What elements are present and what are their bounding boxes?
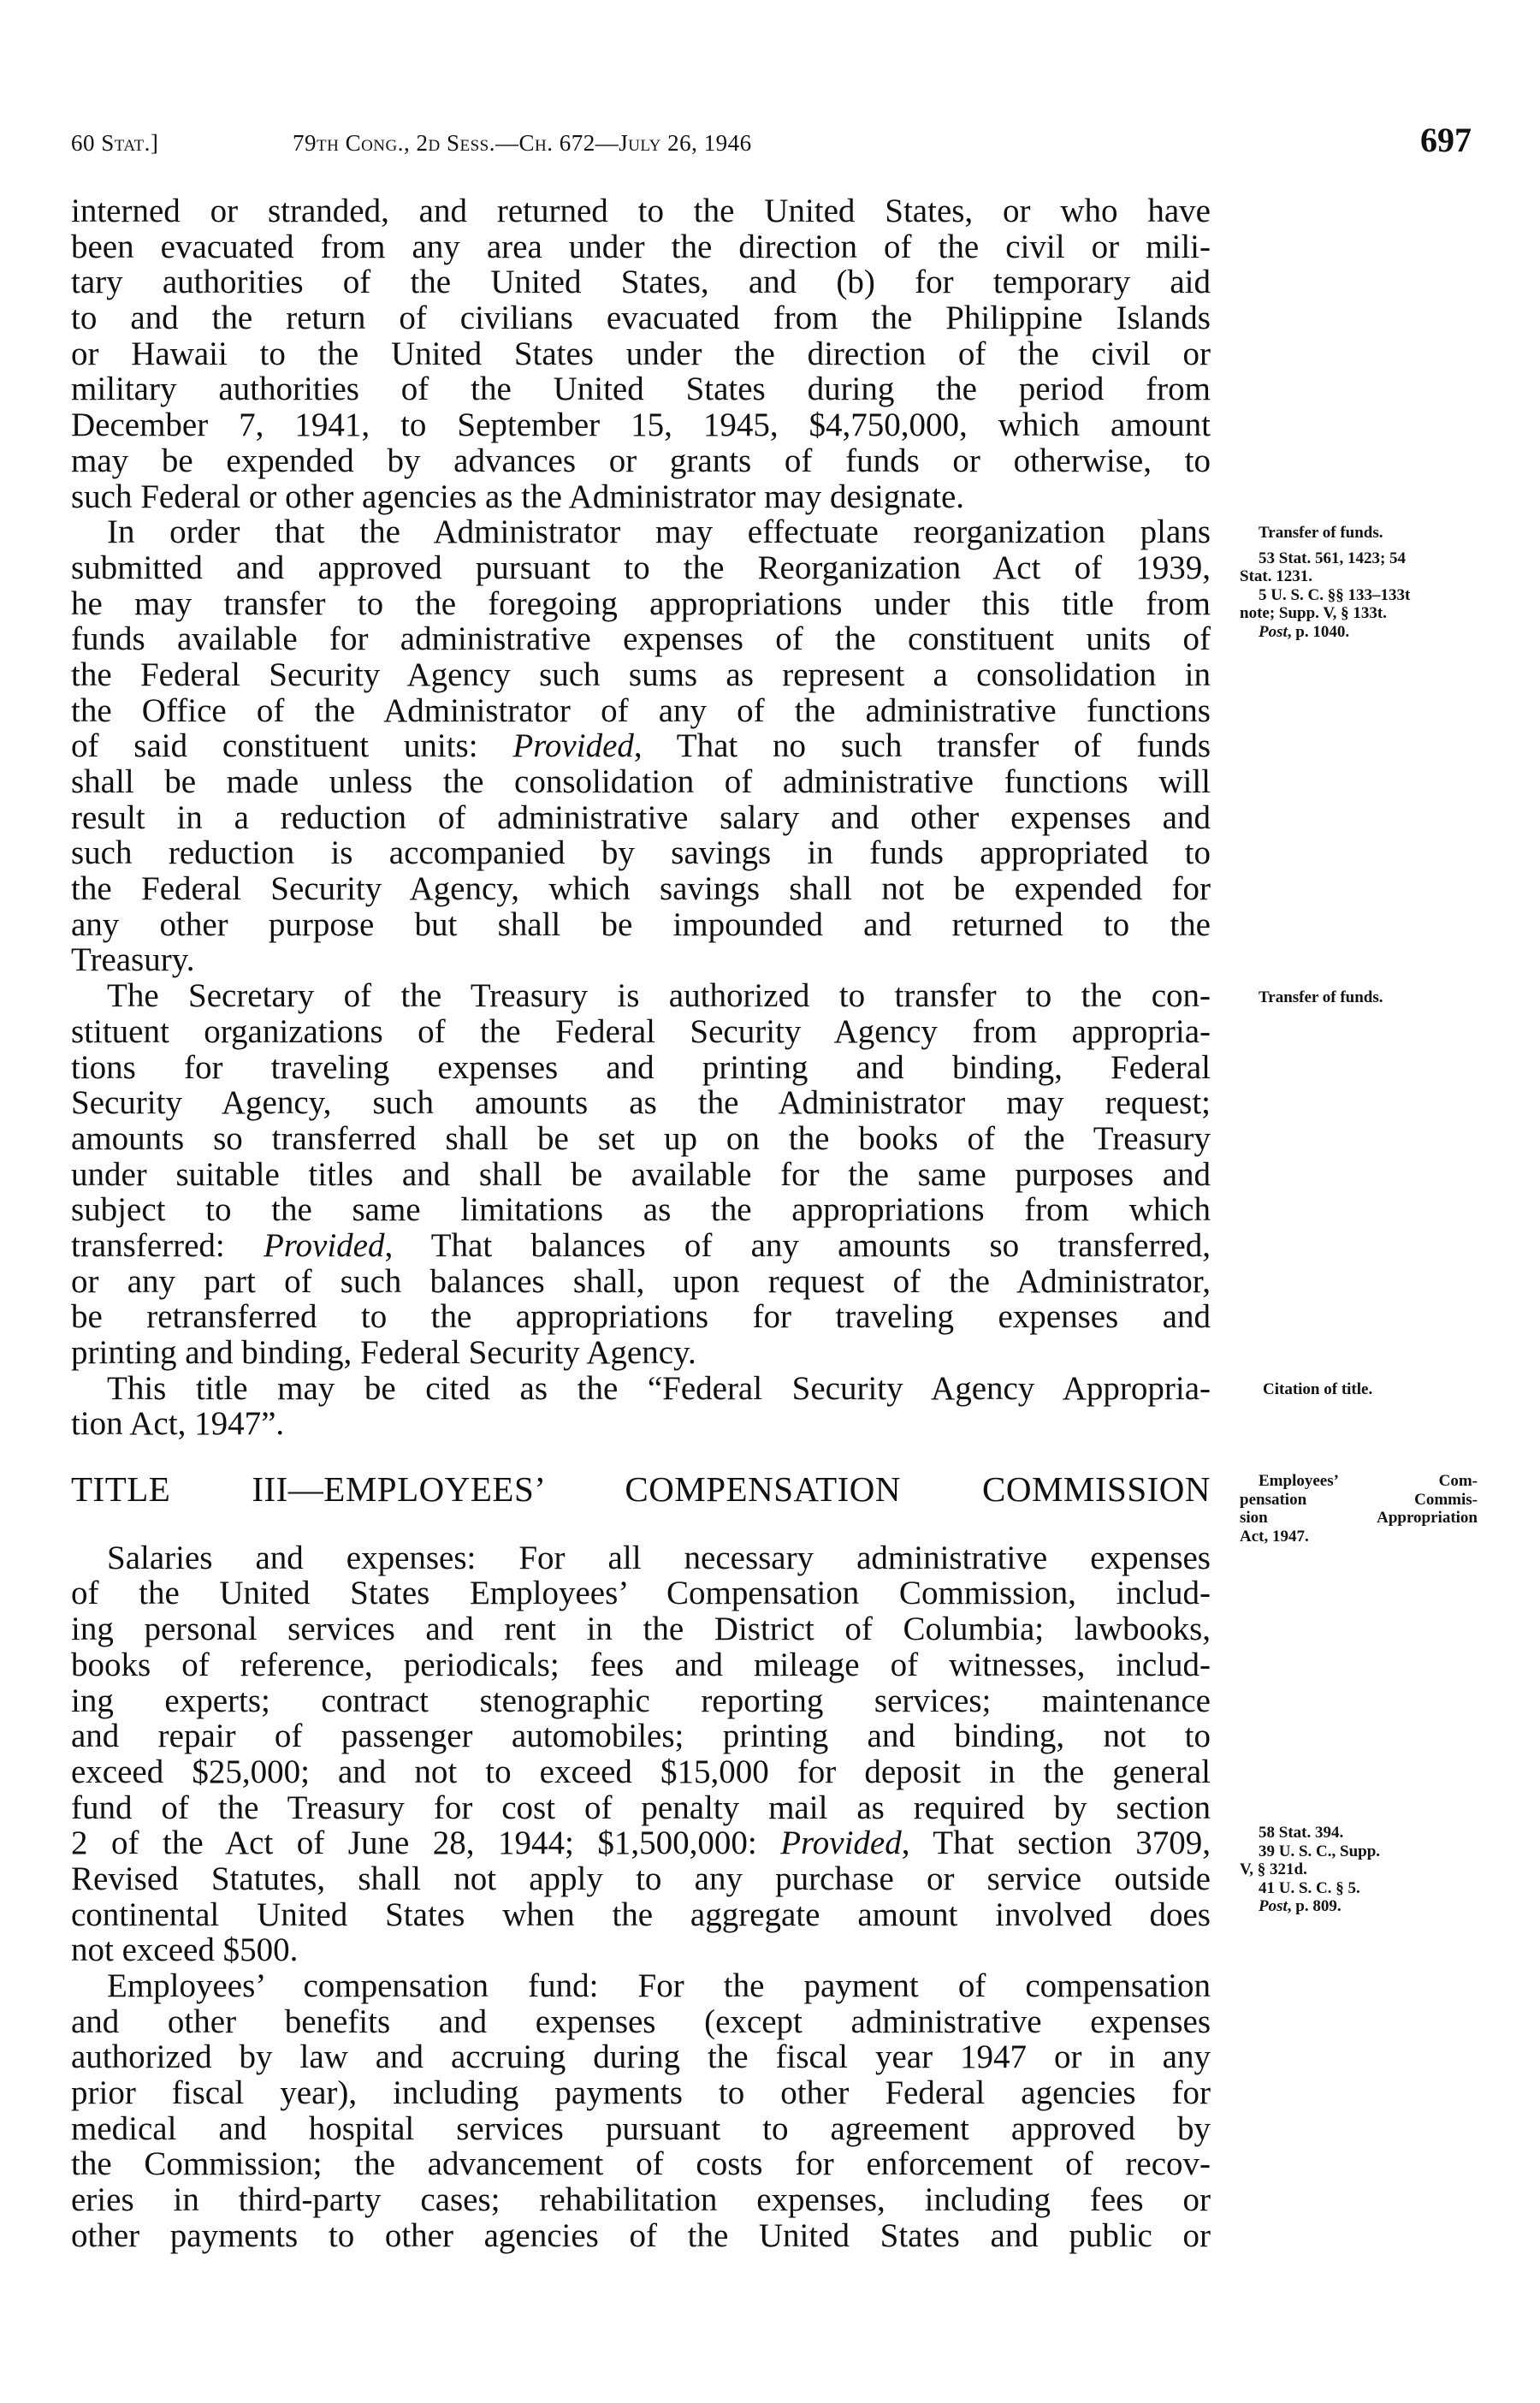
text-line (71, 657, 1211, 693)
volume-reference: 60 Stat.] (71, 130, 159, 156)
text-line (71, 336, 1211, 372)
text-segment: , That balances of any amounts so transferred, (384, 1226, 1211, 1264)
text-segment: printing and binding, Federal Security Agency. (71, 1334, 696, 1371)
title-iii-heading: TITLE III—EMPLOYEES’ COMPENSATION COMMISSION (71, 1469, 1211, 1510)
text-segment: not exceed $500. (71, 1931, 299, 1969)
text-line (71, 2218, 1211, 2254)
margin-note-line: Act, 1947. (1240, 1527, 1309, 1546)
text-segment: such reduction is accompanied by savings in funds appropriated to (71, 834, 1211, 872)
text-segment: to and the return of civilians evacuated from the Philippine Islands (71, 300, 1211, 337)
text-segment: the Federal Security Agency such sums as represent a consolidation in (71, 656, 1211, 693)
text-segment: tion Act, 1947”. (71, 1405, 285, 1443)
margin-note-title: Citation of title. (1263, 1380, 1373, 1398)
text-line (71, 2039, 1211, 2075)
post-reference (1240, 623, 1479, 642)
paragraph (71, 514, 1211, 978)
page-number: 697 (1420, 121, 1472, 159)
text-line (71, 728, 1211, 764)
citation: 5 U. S. C. §§ 133–133t (1259, 585, 1411, 604)
text-segment: he may transfer to the foregoing appropriations under this title from (71, 584, 1211, 622)
text-segment: December 7, 1941, to September 15, 1945, $4,750,000, which amount (71, 406, 1211, 444)
text-line (71, 479, 1211, 515)
italic-term: Provided (512, 727, 634, 765)
text-line (71, 1192, 1211, 1228)
text-segment: or any part of such balances shall, upon request of the Administrator, (71, 1262, 1211, 1300)
text-line (71, 871, 1211, 907)
margin-note-citation-of-title (1263, 1380, 1502, 1399)
text-segment: funds available for administrative expenses of the constituent units of (71, 620, 1211, 658)
text-line (71, 907, 1211, 943)
text-segment: and other benefits and expenses (except administrative expenses (71, 2002, 1211, 2040)
citation: 53 Stat. 561, 1423; 54 (1259, 549, 1407, 567)
text-segment: of said constituent units: (71, 727, 513, 765)
text-line (71, 942, 1211, 978)
text-line (71, 264, 1211, 300)
text-line (71, 764, 1211, 800)
margin-note-title: Transfer of funds. (1259, 988, 1383, 1006)
text-line (71, 550, 1211, 586)
text-segment: Security Agency, such amounts as the Administrator may request; (71, 1084, 1211, 1122)
post-page: , p. 1040. (1287, 622, 1350, 641)
text-line (71, 407, 1211, 443)
text-segment: , That no such transfer of funds (633, 727, 1211, 765)
text-segment: the Office of the Administrator of any of the administrative functions (71, 691, 1211, 729)
text-line (71, 193, 1211, 229)
text-line (71, 1014, 1211, 1050)
text-segment: under suitable titles and shall be available for the same purposes and (71, 1155, 1211, 1193)
margin-note-line: pensation Commis- (1240, 1490, 1478, 1509)
text-segment: medical and hospital services pursuant to agreement approved by (71, 2109, 1211, 2147)
text-line (71, 1540, 1211, 1576)
text-segment: of the United States Employees’ Compensation Commission, includ- (71, 1575, 1211, 1612)
text-segment: Treasury. (71, 941, 195, 979)
text-segment: tary authorities of the United States, and (b) for temporary aid (71, 264, 1211, 301)
text-segment: other payments to other agencies of the United States and public or (71, 2216, 1211, 2254)
text-segment: Salaries and expenses: For all necessary administrative expenses (107, 1539, 1211, 1576)
text-line (71, 371, 1211, 407)
text-segment: This title may be cited as the “Federal Security Agency Appropria- (107, 1369, 1211, 1407)
margin-note-line: Employees’ Com- (1259, 1472, 1478, 1490)
text-line (71, 514, 1211, 550)
text-segment: , That section 3709, (901, 1824, 1211, 1862)
text-line (71, 1157, 1211, 1193)
margin-note-line: sion Appropriation (1240, 1509, 1478, 1527)
text-segment: result in a reduction of administrative salary and other expenses and (71, 798, 1211, 836)
text-line (71, 1718, 1211, 1754)
text-segment: The Secretary of the Treasury is authorized to transfer to the con- (107, 977, 1211, 1015)
text-segment: fund of the Treasury for cost of penalty mail as required by section (71, 1789, 1211, 1826)
text-line (71, 1050, 1211, 1086)
paragraph (71, 978, 1211, 1371)
italic-term: Provided (780, 1824, 902, 1862)
citation: 58 Stat. 394. (1259, 1824, 1344, 1842)
citation: Stat. 1231. (1240, 567, 1312, 585)
paragraph (71, 193, 1211, 514)
citation: note; Supp. V, § 133t. (1240, 604, 1387, 622)
text-line (71, 1825, 1211, 1861)
margin-note-transfer-of-funds-2 (1240, 988, 1479, 1007)
text-line (71, 1575, 1211, 1611)
text-line (71, 1932, 1211, 1968)
text-line (71, 1264, 1211, 1300)
text-segment: shall be made unless the consolidation of administrative functions will (71, 763, 1211, 800)
text-line (71, 1790, 1211, 1826)
text-segment: the Federal Security Agency, which savings shall not be expended for (71, 870, 1211, 908)
post-page: , p. 809. (1287, 1897, 1342, 1915)
citation: 41 U. S. C. § 5. (1259, 1878, 1360, 1897)
text-line (71, 1861, 1211, 1897)
post-label: Post (1259, 1897, 1288, 1915)
text-line (71, 1683, 1211, 1719)
text-segment: prior fiscal year), including payments to other Federal agencies for (71, 2074, 1211, 2112)
text-segment: the Commission; the advancement of costs for enforcement of recov- (71, 2145, 1211, 2183)
text-segment: transferred: (71, 1226, 264, 1264)
text-segment: been evacuated from any area under the direction of the civil or mili- (71, 228, 1211, 265)
running-header: 79th Cong., 2d Sess.—Ch. 672—July 26, 1946 (293, 130, 752, 156)
citation: V, § 321d. (1240, 1860, 1307, 1878)
text-line (71, 1335, 1211, 1371)
text-segment: or Hawaii to the United States under the direction of the civil or (71, 335, 1211, 372)
paragraph (71, 1540, 1211, 1968)
post-label: Post (1259, 622, 1288, 641)
text-segment: ing experts; contract stenographic reporting services; maintenance (71, 1682, 1211, 1719)
text-line (71, 2182, 1211, 2218)
text-line (71, 1299, 1211, 1335)
paragraph (71, 1371, 1211, 1442)
text-segment: military authorities of the United States during the period from (71, 371, 1211, 408)
post-reference (1240, 1897, 1479, 1916)
text-line (71, 300, 1211, 336)
text-segment: continental United States when the aggregate amount involved does (71, 1896, 1211, 1933)
text-segment: any other purpose but shall be impounded and returned to the (71, 905, 1211, 943)
margin-note-transfer-of-funds (1240, 524, 1479, 641)
text-segment: authorized by law and accruing during the fiscal year 1947 or in any (71, 2038, 1211, 2076)
text-line (71, 1968, 1211, 2004)
text-line (71, 586, 1211, 622)
citation: 39 U. S. C., Supp. (1259, 1842, 1381, 1860)
text-line (71, 2075, 1211, 2111)
text-segment: submitted and approved pursuant to the Reorganization Act of 1939, (71, 549, 1211, 586)
margin-note-title: Transfer of funds. (1259, 524, 1383, 542)
text-segment: In order that the Administrator may effectuate reorganization plans (107, 513, 1211, 551)
title-iii-section (71, 1540, 1211, 2254)
text-segment: may be expended by advances or grants of funds or otherwise, to (71, 442, 1211, 479)
text-line (71, 835, 1211, 871)
text-line (71, 229, 1211, 265)
text-line (71, 1897, 1211, 1933)
text-segment: ing personal services and rent in the District of Columbia; lawbooks, (71, 1611, 1211, 1648)
text-line (71, 1371, 1211, 1407)
text-line (71, 1406, 1211, 1442)
margin-note-ecc-act (1240, 1472, 1478, 1546)
italic-term: Provided (263, 1226, 385, 1264)
text-segment: and repair of passenger automobiles; printing and binding, not to (71, 1718, 1211, 1755)
text-line (71, 443, 1211, 479)
text-line (71, 1754, 1211, 1790)
paragraph (71, 1968, 1211, 2254)
text-line (71, 2146, 1211, 2182)
text-segment: such Federal or other agencies as the Administrator may designate. (71, 478, 965, 515)
title-ii-closing-section (71, 193, 1211, 1442)
text-segment: eries in third-party cases; rehabilitation expenses, including fees or (71, 2181, 1211, 2219)
text-line (71, 693, 1211, 729)
text-segment: amounts so transferred shall be set up on the books of the Treasury (71, 1119, 1211, 1157)
text-segment: 2 of the Act of June 28, 1944; $1,500,000: (71, 1824, 781, 1862)
text-segment: be retransferred to the appropriations for traveling expenses and (71, 1298, 1211, 1336)
text-segment: exceed $25,000; and not to exceed $15,000 for deposit in the general (71, 1753, 1211, 1790)
text-segment: interned or stranded, and returned to the United States, or who have (71, 193, 1211, 229)
text-line (71, 621, 1211, 657)
text-segment: stituent organizations of the Federal Security Agency from appropria- (71, 1012, 1211, 1050)
text-line (71, 800, 1211, 836)
text-line (71, 1228, 1211, 1264)
body-text (71, 193, 1211, 2254)
text-segment: Employees’ compensation fund: For the payment of compensation (107, 1967, 1211, 2004)
text-segment: subject to the same limitations as the appropriations from which (71, 1191, 1211, 1229)
margin-note-references (1240, 1824, 1479, 1916)
text-line (71, 2004, 1211, 2040)
text-line (71, 1611, 1211, 1647)
text-line (71, 1121, 1211, 1157)
text-line (71, 1647, 1211, 1683)
text-line (71, 2111, 1211, 2147)
text-line (71, 1085, 1211, 1121)
text-segment: tions for traveling expenses and printing and binding, Federal (71, 1048, 1211, 1086)
text-line (71, 978, 1211, 1014)
text-segment: Revised Statutes, shall not apply to any purchase or service outside (71, 1860, 1211, 1897)
text-segment: books of reference, periodicals; fees and mileage of witnesses, includ- (71, 1646, 1211, 1683)
